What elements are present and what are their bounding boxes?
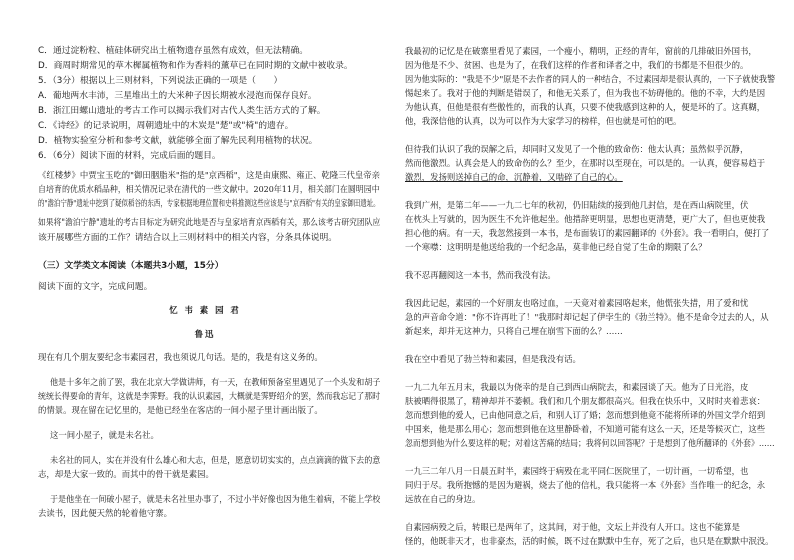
left-text-line: 未名社的同人，实在并没有什么雄心和大志，但是，愿意切切实实的，点点滴滴的做下去的意 [50, 455, 381, 465]
left-text-line: 的情景。现在留在记忆里的，是他已经坐在客店的一间小屋子里计画出版了。 [38, 405, 323, 415]
left-text-line: （三）文学类文本阅读（本题共3小题，15分） [38, 261, 224, 271]
left-text-line: 《红楼梦》中贾宝玉吃的"御田胭脂米"指的是"京西稻"，这是由康熙、雍正、乾隆三代皇帝亲 [38, 170, 381, 180]
right-text-line: 为他认真，但他是很有些傲性的，而我的认真，只要不使我感到这种的人，便是坏的了。这真糊， [405, 102, 766, 112]
right-text-line: 肤被晒得很黑了，精神却并不萎顿。我们和几个朋友都很高兴。但我在快乐中，又时时夹着悲哀： [405, 396, 766, 406]
left-text-line: C．通过淀粉粒、植硅体研究出土植物遗存虽然有成效，但无法精确。 [38, 46, 309, 56]
right-text-line: 担心他的病。有一天，我忽然接到一本书，是布面装订的素园翻译的《外套》。我一看明白，便打了 [405, 228, 770, 238]
right-text-line: 激烈，发扬则送掉自己的命，沉静着，又啮碎了自己的心。 [405, 172, 623, 182]
right-text-line: 我到广州，是第二年——一九二七年的秋初，仍旧陆续的接到他几封信，是在西山病院里，伏 [405, 200, 749, 210]
right-text-line: 自素园病殁之后，转眼已是两年了，这其间，对于他，文坛上并没有人开口。这也不能算是 [405, 522, 740, 532]
right-text-line: 因为他实际的："我是不少"原是不去作者的同人的一种结合，不过素园却是很认真的，一下子就使我警 [405, 74, 776, 84]
left-text-line: 忆 韦 素 园 君 [169, 305, 241, 315]
left-text-line: 去读书，因此便天然的轮着他守寨。 [38, 508, 172, 518]
right-text-line: 急的声音命令道："你不许再吐了！"我那时却记起了伊孛生的《勃兰特》。他不是命令过去的人，从 [405, 312, 769, 322]
left-text-line: 的"澹泊宁静"遗址中挖到了疑似稻谷的东西，专家根据地理位置和史料推测这些应该是与"京西稻"有关的皇家御田遗址。 [38, 198, 380, 208]
right-text-line: 忽而想到他的爱人，已由他同意之后，和别人订了婚；忽而想到他竟不能将所译的外国文学介绍到 [405, 410, 766, 420]
right-text-line: 忽而想到他为什么要这样的呢；对着这苦痛的结局；我将何以回答呢？于是想到了他所翻译的《外套》…… [405, 438, 775, 448]
left-text-line: 如果将"澹泊宁静"遗址的考古目标定为研究此地是否与皇家培育京西稻有关，那么该考古研究团队应 [38, 218, 381, 228]
right-text-line: 我在空中看见了勃兰特和素园，但是我没有话。 [405, 354, 581, 364]
left-text-line: 鲁迅 [194, 329, 216, 339]
right-text-line: 在枕头上写就的，因为医生不允许他起坐。他措辞更明显，思想也更清楚，更广大了，但也更使我 [405, 214, 766, 224]
left-text-line: 他是十多年之前了罢，我在北京大学做讲师，有一天，在教师预备室里遇见了一个头发和胡子 [50, 377, 381, 387]
right-text-line: 我最初的记忆是在破寨里看见了素园，一个瘦小，精明，正经的青年，窗前的几排破旧外国书， [405, 46, 757, 56]
right-text-line: 一九二九年五月末，我最以为侥幸的是自己到西山病院去，和素园谈了天。他为了日光浴，皮 [405, 382, 749, 392]
right-text-line: 因为他是不少、贫困、也是为了，在我们这样的作者和译者之中，我们的书都是不但很少的。 [405, 60, 749, 70]
right-text-line: 同归于尽。我所抱憾的是因为避祸，烧去了他的信札，我只能将一本《外套》当作唯一的纪念，永 [405, 480, 766, 490]
left-text-line: 现在有几个朋友要纪念韦素园君，我也须说几句话。是的，我是有这义务的。 [38, 352, 323, 362]
left-text-line: 自培育的优质水稻品种，相关情况记录在清代的一些文献中。2020年11月，相关部门在圆明园中 [38, 184, 380, 194]
right-text-line: 怪的，他既非天才，也非豪杰，活的时候，既不过在默默中生存，死了之后，也只是在默默中泯没。 [405, 536, 774, 546]
left-text-line: 该开展哪些方面的工作？请结合以上三则材料中的相关内容，分条具体说明。 [38, 233, 338, 243]
right-text-line: 远放在自己的身边。 [405, 494, 481, 504]
left-text-line: 这一间小屋子，就是未名社。 [50, 430, 159, 440]
left-text-line: 阅读下面的文字，完成问题。 [38, 282, 153, 292]
right-text-line: 一个寒噤：这明明是他送给我的一个纪念品，莫非他已经自觉了生命的期限了么？ [405, 242, 707, 252]
left-text-line: A．葡地两水丰沛，三星堆出土的大米种子因长期被水浸泡而保存良好。 [38, 91, 317, 101]
right-text-line: 中国来，他是那么用心；忽而想到他在这里静卧着，不知道可能有这么一天，还是等候灭亡，这些 [405, 424, 766, 434]
right-text-line: 他，我深信他的认真，以为可以作为大家学习的榜样，但也就是可怕的吧。 [405, 116, 682, 126]
left-text-line: 统统长得要命的青年，这就是李霁野。我的认识素园，大概就是霁野绍介的罢，然而我忘记了那时 [38, 391, 381, 401]
left-text-line: 于是他坐在一间破小屋子，就是未名社里办事了，不过小半好像也因为他生着病，不能上学校 [50, 494, 381, 504]
right-text-line: 我因此记起，素园的一个好朋友也咯过血，一天竟对着素园咯起来，他慌张失措，用了爱和忧 [405, 298, 749, 308]
right-text-line: 新起来，却并无这神力，只将自己埋在崩雪下面的么？…… [405, 326, 623, 336]
left-text-line: B．浙江田螺山遗址的考古工作可以揭示我们对古代人类生活方式的了解。 [38, 106, 326, 116]
right-text-line: 但待我们认识了我的误解之后，却同时又发见了一个他的致命伤：他太认真；虽然似乎沉静， [405, 144, 749, 154]
right-text-line: 然而他激烈。认真会是人的致命伤的么？至少，在那时以至现在，可以是的。一认真，便容易趋于 [405, 158, 766, 168]
left-text-line: 6．（6分）阅读下面的材料，完成后面的题目。 [38, 151, 221, 161]
left-text-line: 5．（3分）根据以上三则材料，下列说法正确的一项是（ ） [38, 76, 283, 86]
left-text-line: C．《诗经》的记录说明，周朝遗址中的木炭是"楚"或"椅"的遗存。 [38, 121, 294, 131]
right-text-line: 惕起来了。我对于他的判断是错误了，和他无关系了，但为我也不妨碍他的。他的不幸，大约是因 [405, 88, 766, 98]
left-text-line: D．商周时期常见的草木樨属植物和作为香料的薰草已在同时期的文献中被收录。 [38, 61, 353, 71]
left-text-line: D．植物实验室分析和参考文献，就能够全面了解先民利用植物的状况。 [38, 136, 318, 146]
right-text-line: 一九三二年八月一日晨五时半，素园终于病殁在北平同仁医院里了，一切计画，一切希望，也 [405, 466, 749, 476]
right-text-line: 我不忍再翻阅这一本书，然而我没有法。 [405, 270, 556, 280]
left-text-line: 志，却是大家一致的。而其中的骨干就是素园。 [38, 469, 214, 479]
